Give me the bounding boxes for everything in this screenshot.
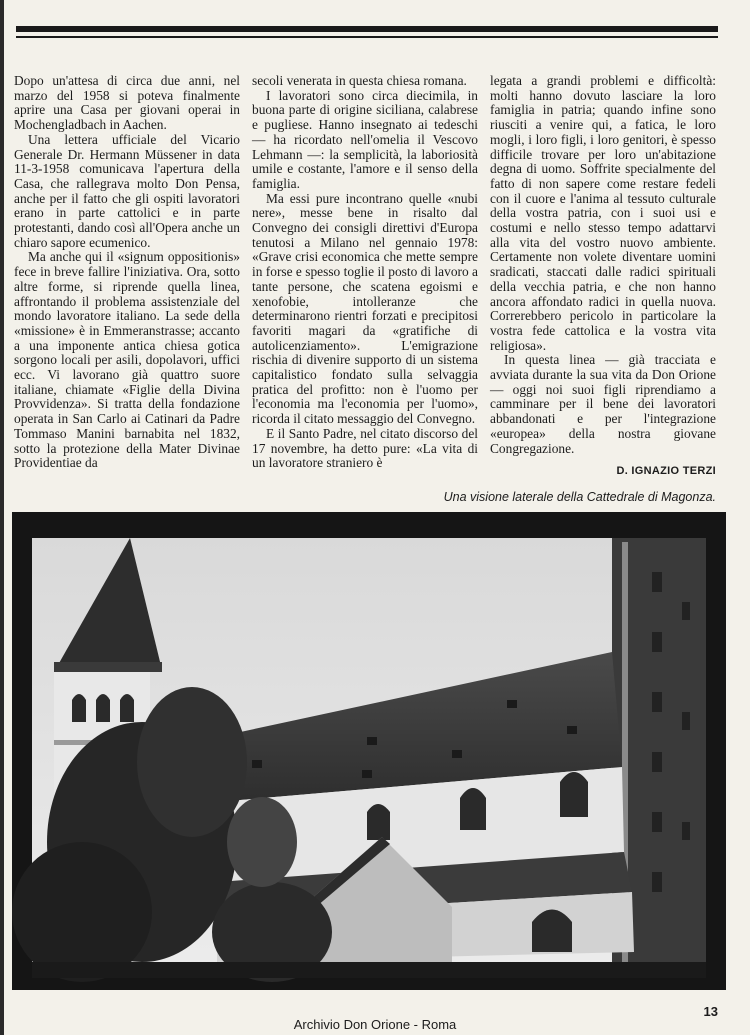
paragraph: legata a grandi problemi e difficoltà: molti hanno dovuto lasciare la loro famiglia in patria; quando infine sono riusciti a venire qui, a fatica, le loro mogli, i loro figli, i loro genitori, è spesso difficile trovare per loro un'abitazione degna di uomo. Soffrite specialmente del fatto di non sapere come restare fedeli con il cuore e l'anima al tessuto culturale della vostra patria, con i suoi usi e costumi e nello stesso tempo adattarvi alla vita del vostro nuovo ambiente. Certamente non volete diventare uomini sradicati, staccati dalle radici spirituali della vecchia patria, e che non hanno ancora affondato radici in quella nuova. Correrebbero pericolo in particolare la vostra fede cattolica e la vostra vita religiosa». <box>490 73 716 353</box>
page-spine-shadow <box>0 0 4 1035</box>
archive-footer: Archivio Don Orione - Roma <box>293 1017 457 1032</box>
paragraph: E il Santo Padre, nel citato discorso del 17 novembre, ha detto pure: «La vita di un lavoratore straniero è <box>252 425 478 471</box>
paragraph: secoli venerata in questa chiesa romana. <box>252 73 467 88</box>
author-signature: D. IGNAZIO TERZI <box>616 465 716 478</box>
text-column-3 <box>490 74 716 479</box>
paragraph: In questa linea — già tracciata e avviata durante la sua vita da Don Orione — oggi noi suoi figli riprendiamo a camminare per il bene dei lavoratori abbandonati e per l'integrazione «europea» della nostra giovane Congregazione. <box>490 352 716 456</box>
cathedral-illustration <box>12 512 726 990</box>
paragraph: Dopo un'attesa di circa due anni, nel marzo del 1958 si poteva finalmente aprire una Casa per giovani operai in Mochengladbach in Aachen. <box>14 73 240 133</box>
cathedral-photo <box>12 512 726 990</box>
text-column-1 <box>14 74 240 471</box>
text-column-2 <box>252 74 478 471</box>
paragraph: Una lettera ufficiale del Vicario Generale Dr. Hermann Müssener in data 11-3-1958 comunicava l'apertura della Casa, che rallegrava molto Don Pensa, anche per il fatto che gli ospiti lavoratori erano in parte cattolici e in parte protestanti, dando così all'Opera anche un chiaro sapore ecumenico. <box>14 131 240 250</box>
header-rule-thick <box>16 26 718 32</box>
photo-caption: Una visione laterale della Cattedrale di Magonza. <box>443 490 716 504</box>
paragraph: I lavoratori sono circa diecimila, in buona parte di origine siciliana, calabrese e pugliese. Hanno insegnato ai tedeschi — ha ricordato nell'omelia il Vescovo Lehmann —: la semplicità, la laboriosità umile e costante, l'amore e il senso della famiglia. <box>252 87 478 191</box>
paragraph: Ma anche qui il «signum oppositionis» fece in breve fallire l'iniziativa. Ora, sotto altre forme, si riprende quella linea, affrontando il problema assistenziale del mondo lavoratore italiano. La sede della «missione» è in Emmeranstrasse; accanto a una imponente antica chiesa gotica sorgono locali per asili, dopolavori, uffici ecc. Vi lavorano già quattro suore italiane, chiamate «Figlie della Divina Provvidenza». Si tratta della fondazione operata in San Carlo ai Catinari da Padre Tommaso Manini barnabita nel 1832, sotto la protezione della Mater Divinae Providentiae da <box>14 249 240 471</box>
page-number: 13 <box>703 1004 718 1019</box>
header-rule-thin <box>16 36 718 38</box>
paragraph: Ma essi pure incontrano quelle «nubi nere», messe bene in risalto dal Convegno dei consigli direttivi d'Europa tenutosi a Milano nel gennaio 1978: «Grave crisi economica che mette sempre in forse e spesso toglie il posto di lavoro a tante persone, che scatena egoismi e xenofobie, intolleranze che determinarono rientri forzati e precipitosi favoriti magari da «gratifiche di autolicenziamento». L'emigrazione rischia di divenire supporto di un sistema capitalistico fondato sulla selvaggia pratica del profitto: non è l'uomo per l'economia ma l'economia per l'uomo», ricorda il citato messaggio del Convegno. <box>252 190 478 427</box>
